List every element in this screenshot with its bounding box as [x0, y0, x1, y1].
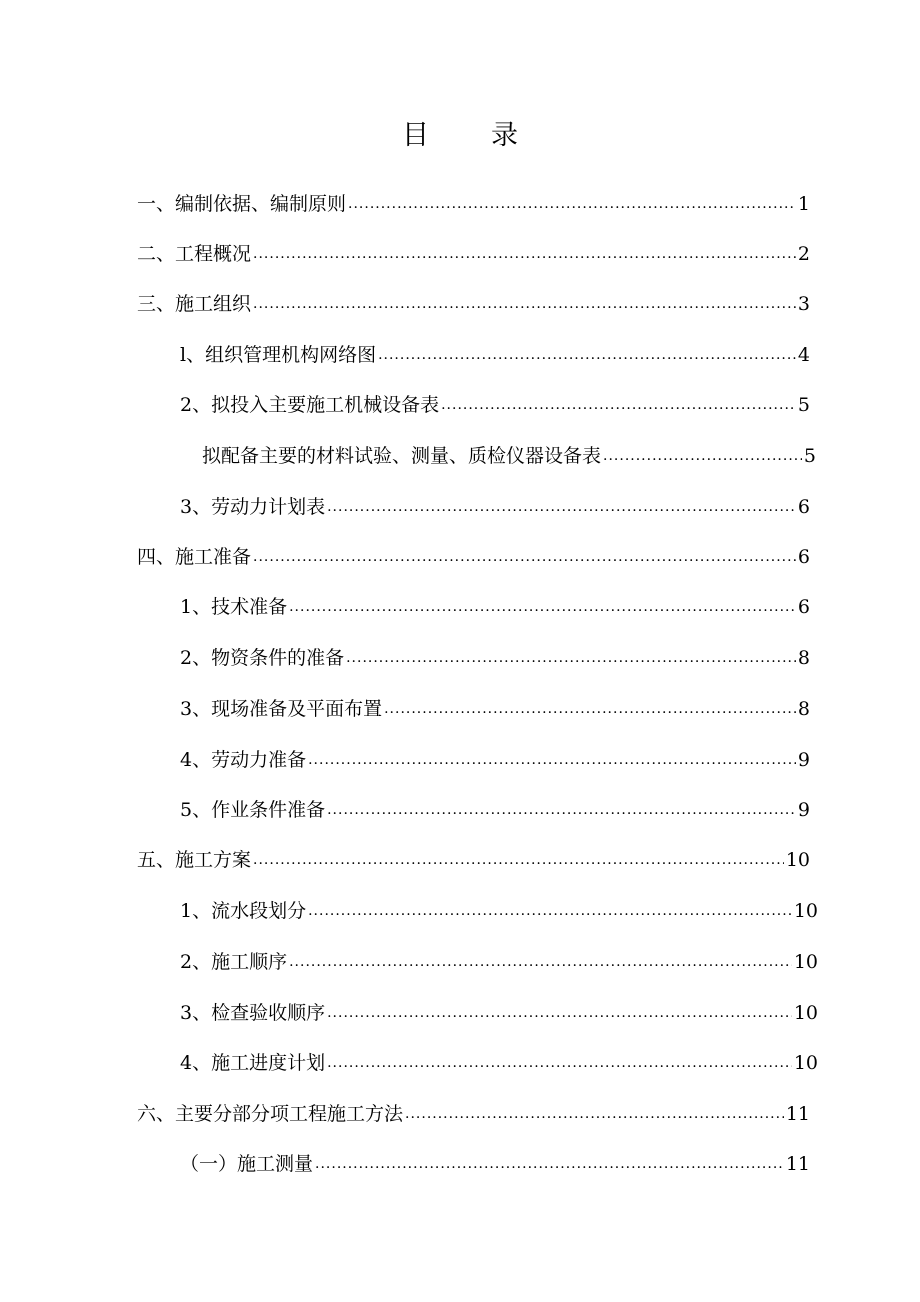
toc-entry[interactable]: [180, 695, 810, 723]
toc-entry[interactable]: [202, 442, 816, 470]
toc-entry-label: l、组织管理机构网络图: [180, 344, 377, 366]
toc-entry-page: 11: [785, 1103, 810, 1125]
toc-entry-page: 5: [803, 445, 816, 467]
toc-leader: [308, 908, 792, 922]
toc-entry-page: 5: [797, 394, 810, 416]
toc-entry-label: 4、施工进度计划: [180, 1052, 326, 1074]
toc-entry[interactable]: [180, 341, 810, 369]
toc-leader: [308, 757, 796, 771]
toc-leader: [289, 604, 796, 618]
toc-entry-label: 2、物资条件的准备: [180, 647, 345, 669]
toc-leader: [378, 352, 796, 366]
toc-entry-page: 6: [797, 596, 810, 618]
toc-entry-page: 6: [797, 546, 810, 568]
toc-entry-page: 6: [797, 496, 810, 518]
toc-entry-page: 3: [797, 293, 810, 315]
toc-entry[interactable]: [137, 1100, 810, 1128]
toc-entry-label: 1、流水段划分: [180, 900, 307, 922]
toc-leader: [327, 504, 796, 518]
toc-entry[interactable]: [180, 1150, 810, 1178]
toc-entry-label: 3、检查验收顺序: [180, 1002, 326, 1024]
toc-entry[interactable]: [180, 999, 818, 1027]
toc-entry-label: 3、劳动力计划表: [180, 496, 326, 518]
toc-entry-label: 5、作业条件准备: [180, 799, 326, 821]
toc-entry-page: 10: [793, 1052, 818, 1074]
toc-leader: [348, 201, 796, 215]
toc-entry[interactable]: [180, 897, 818, 925]
toc-entry-label: 拟配备主要的材料试验、测量、质检仪器设备表: [202, 445, 602, 467]
toc-entry-page: 4: [797, 344, 810, 366]
toc-entry[interactable]: [137, 290, 810, 318]
toc-leader: [346, 655, 796, 669]
toc-entry-label: 一、编制依据、编制原则: [137, 193, 347, 215]
toc-leader: [253, 301, 796, 315]
toc-entry-label: 二、工程概况: [137, 243, 252, 265]
toc-leader: [253, 251, 796, 265]
toc-entry-label: 1、技术准备: [180, 596, 288, 618]
toc-entry[interactable]: [180, 593, 810, 621]
toc-entry-label: 六、主要分部分项工程施工方法: [137, 1103, 404, 1125]
toc-entry[interactable]: [180, 746, 810, 774]
toc-entry-label: 2、拟投入主要施工机械设备表: [180, 394, 440, 416]
toc-entry-label: （一）施工测量: [180, 1153, 314, 1175]
toc-entry-page: 8: [797, 647, 810, 669]
toc-entry[interactable]: [137, 240, 810, 268]
toc-entry-label: 四、施工准备: [137, 546, 252, 568]
toc-entry[interactable]: [180, 948, 818, 976]
toc-leader: [253, 554, 796, 568]
toc-leader: [315, 1161, 784, 1175]
toc-entry-label: 2、施工顺序: [180, 951, 288, 973]
toc-entry-page: 9: [797, 749, 810, 771]
toc-entry-label: 4、劳动力准备: [180, 749, 307, 771]
toc-leader: [253, 857, 784, 871]
toc-entry-page: 2: [797, 243, 810, 265]
toc-entry[interactable]: [180, 391, 810, 419]
toc-entry[interactable]: [180, 644, 810, 672]
toc-entry[interactable]: [137, 846, 810, 874]
toc-entry-page: 10: [793, 900, 818, 922]
toc-entry-page: 11: [785, 1153, 810, 1175]
toc-title: [0, 116, 920, 156]
toc-leader: [327, 1060, 792, 1074]
toc-entry-page: 10: [793, 951, 818, 973]
toc-entry-label: 五、施工方案: [137, 849, 252, 871]
toc-entry-label: 三、施工组织: [137, 293, 252, 315]
toc-leader: [405, 1111, 784, 1125]
toc-entry[interactable]: [180, 493, 810, 521]
toc-title-char-2: 录: [491, 120, 518, 151]
toc-entry[interactable]: [137, 190, 810, 218]
toc-leader: [327, 1010, 792, 1024]
toc-entry[interactable]: [137, 543, 810, 571]
toc-title-char-1: 目: [402, 120, 429, 151]
toc-leader: [441, 402, 796, 416]
toc-entry-page: 10: [785, 849, 810, 871]
toc-entry-label: 3、现场准备及平面布置: [180, 698, 383, 720]
toc-leader: [327, 807, 796, 821]
toc-entry-page: 9: [797, 799, 810, 821]
toc-entry[interactable]: [180, 1049, 818, 1077]
toc-leader: [603, 453, 802, 467]
toc-entry-page: 1: [797, 193, 810, 215]
toc-entry-page: 10: [793, 1002, 818, 1024]
toc-entry-page: 8: [797, 698, 810, 720]
toc-leader: [384, 706, 796, 720]
toc-entry[interactable]: [180, 796, 810, 824]
toc-leader: [289, 959, 792, 973]
